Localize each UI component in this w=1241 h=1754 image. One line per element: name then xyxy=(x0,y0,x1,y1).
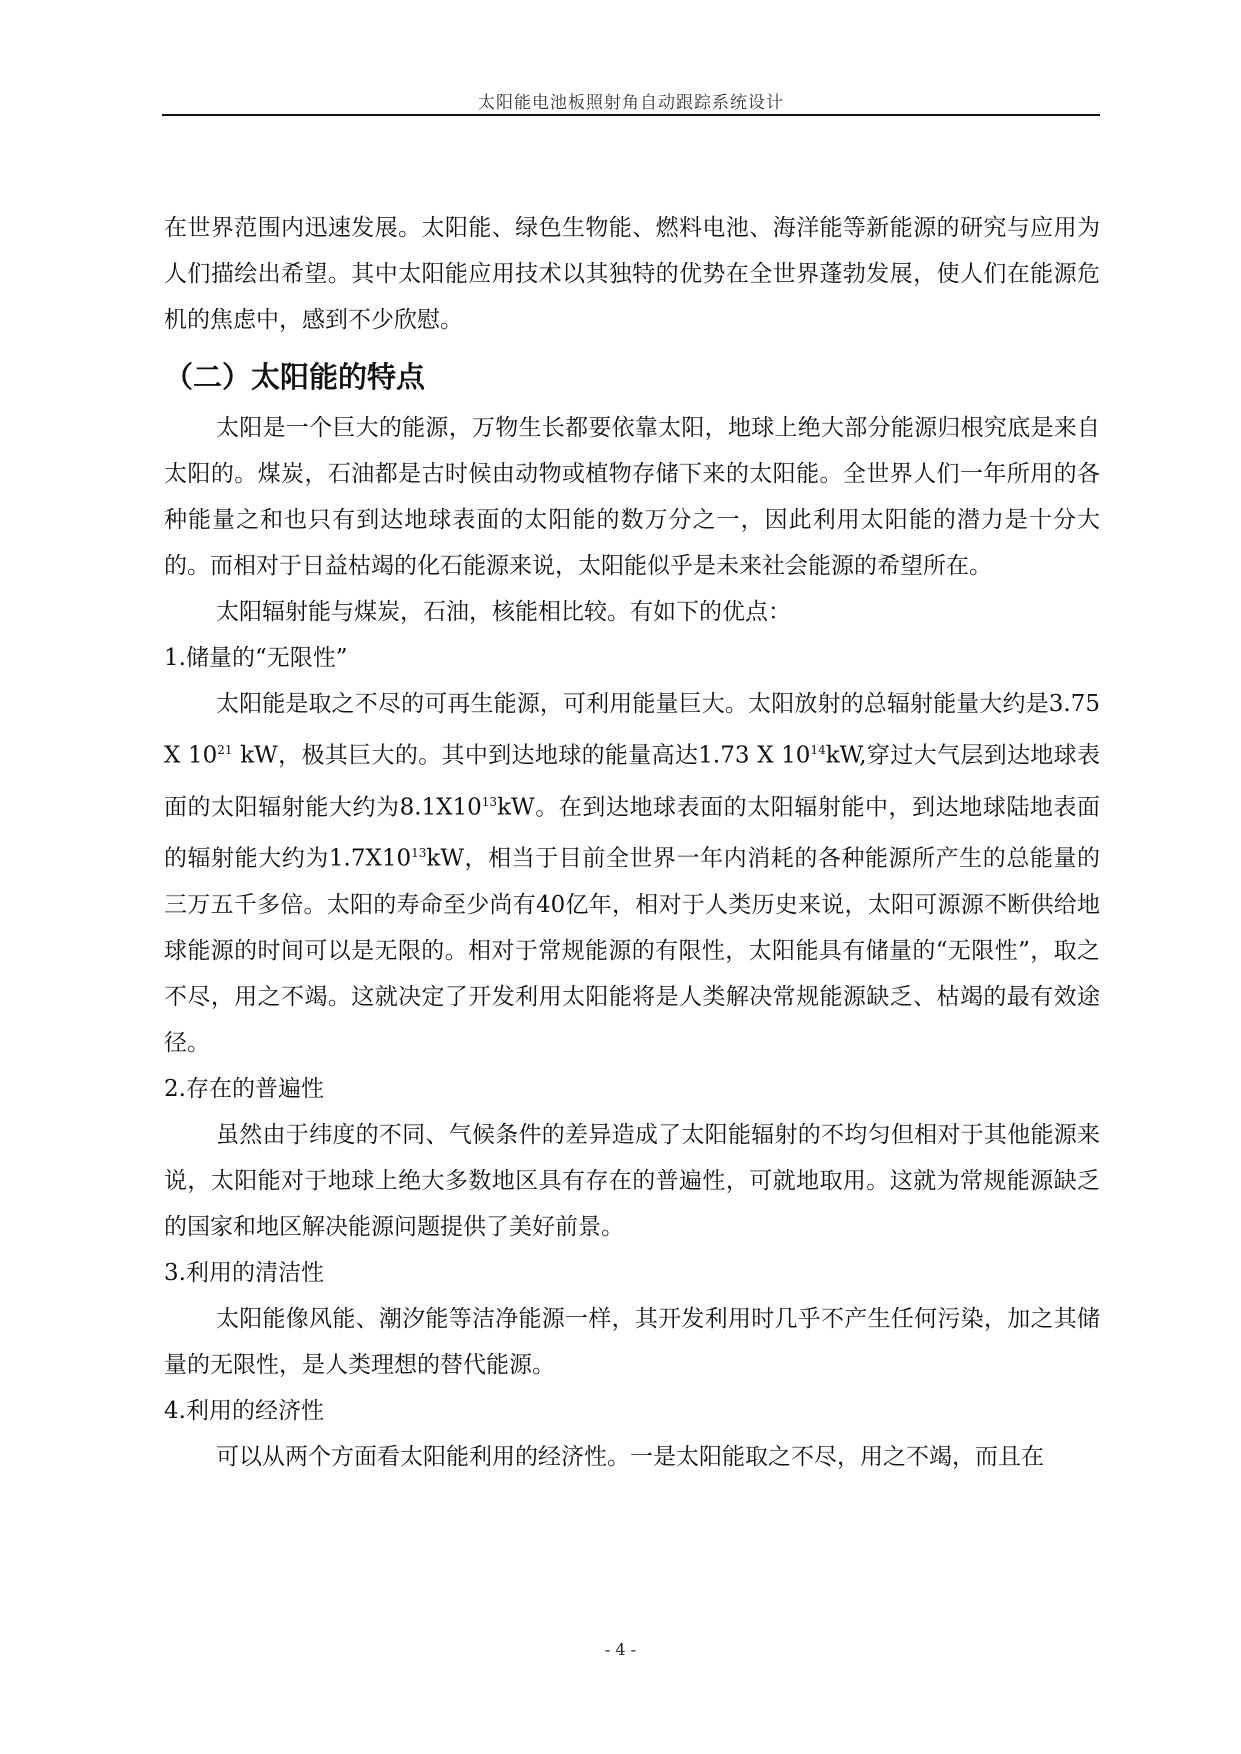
running-header: 太阳能电池板照射角自动跟踪系统设计 xyxy=(478,93,784,113)
item-1-sup-1: 21 xyxy=(217,743,233,757)
item-1-paragraph xyxy=(164,681,1100,1066)
item-4-title: 4.利用的经济性 xyxy=(164,1397,324,1424)
item-1-sup-2: 14 xyxy=(810,743,826,757)
item-3-paragraph: 太阳能像风能、潮汐能等洁净能源一样，其开发利用时几乎不产生任何污染，加之其储量的无限性，是人类理想的替代能源。 xyxy=(164,1305,1100,1378)
item-1-text-e: kW，相当于目前全世界一年内消耗的各种能源所产生的总能量的三万五千多倍。太阳的寿命至少尚有40亿年，相对于人类历史来说，太阳可源源不断供给地球能源的时间可以是无限的。相对于常规能源的有限性，太阳能具有储量的“无限性”，取之不尽，用之不竭。这就决定了开发利用太阳能将是人类解决常规能源缺乏、枯竭的最有效途径。 xyxy=(164,845,1101,1056)
paragraph-sun-energy: 太阳是一个巨大的能源，万物生长都要依靠太阳，地球上绝大部分能源归根究底是来自太阳的。煤炭，石油都是古时候由动物或植物存储下来的太阳能。全世界人们一年所用的各种能量之和也只有到达地球表面的太阳能的数万分之一，因此利用太阳能的潜力是十分大的。而相对于日益枯竭的化石能源来说，太阳能似乎是未来社会能源的希望所在。 xyxy=(164,415,1100,579)
body-content xyxy=(164,205,1100,1480)
item-3-title: 3.利用的清洁性 xyxy=(164,1259,324,1286)
item-1-text-b: kW，极其巨大的。其中到达地球的能量高达1.73 X 10 xyxy=(232,742,811,769)
item-2-title: 2.存在的普遍性 xyxy=(164,1075,324,1102)
item-1-text-d: kW。在到达地球表面的太阳辐射能中，到达地球陆地表面的辐射能大约为1.7X10 xyxy=(164,794,1101,872)
item-4-paragraph: 可以从两个方面看太阳能利用的经济性。一是太阳能取之不尽，用之不竭，而且在 xyxy=(216,1443,1044,1470)
page-number: - 4 - xyxy=(604,1640,637,1659)
item-1-title: 1.储量的“无限性” xyxy=(164,645,348,671)
item-1-sup-4: 13 xyxy=(411,846,427,861)
paragraph-intro-continued: 在世界范围内迅速发展。太阳能、绿色生物能、燃料电池、海洋能等新能源的研究与应用为人们描绘出希望。其中太阳能应用技术以其独特的优势在全世界蓬勃发展，使人们在能源危机的焦虑中，感到不少欣慰。 xyxy=(164,215,1100,333)
item-1-text-a: 太阳能是取之不尽的可再生能源，可利用能量巨大。太阳放射的总辐射能量大约是3.75 X 10 xyxy=(164,691,1100,769)
item-1-sup-3: 13 xyxy=(481,794,498,809)
paragraph-advantages-intro: 太阳辐射能与煤炭，石油，核能相比较。有如下的优点： xyxy=(216,599,791,625)
item-1-text-c: kW,穿过大气层到达地球表面的太阳辐射能大约为8.1X10 xyxy=(164,742,1100,821)
item-2-paragraph: 虽然由于纬度的不同、气候条件的差异造成了太阳能辐射的不均匀但相对于其他能源来说，太阳能对于地球上绝大多数地区具有存在的普遍性，可就地取用。这就为常规能源缺乏的国家和地区解决能源问题提供了美好前景。 xyxy=(164,1121,1100,1240)
header-rule xyxy=(162,114,1100,116)
section-heading: （二）太阳能的特点 xyxy=(164,360,426,394)
